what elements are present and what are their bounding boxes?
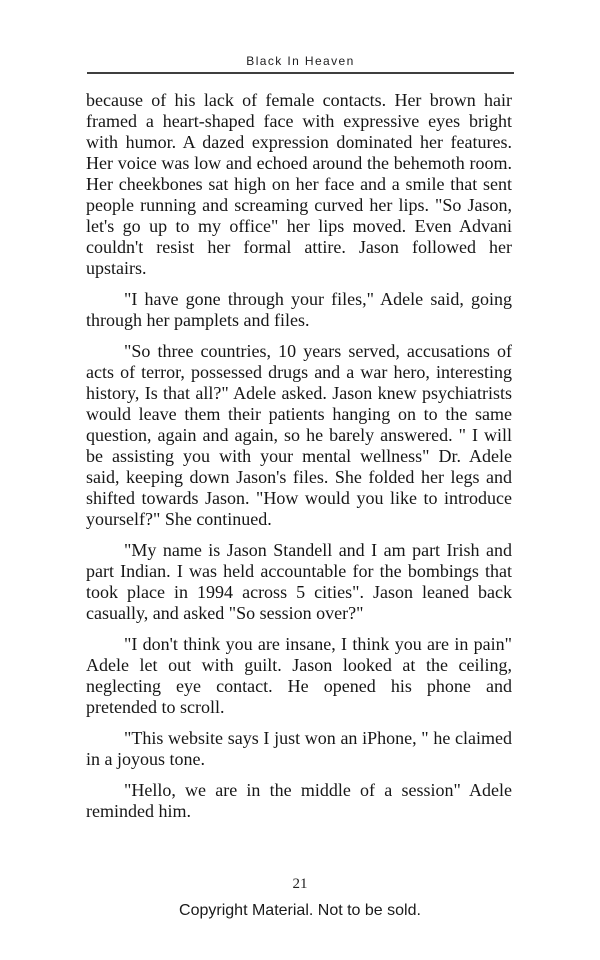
body-paragraph: "Hello, we are in the middle of a session" Adele reminded him. bbox=[86, 780, 512, 821]
body-paragraph: "My name is Jason Standell and I am part Irish and part Indian. I was held accountable for the bombings that took place in 1994 across 5 cities". Jason leaned back casually, and asked "So session over?" bbox=[86, 540, 512, 623]
body-paragraph: "This website says I just won an iPhone, " he claimed in a joyous tone. bbox=[86, 728, 512, 769]
page-body bbox=[86, 90, 512, 832]
body-paragraph: "I have gone through your files," Adele said, going through her pamplets and files. bbox=[86, 289, 512, 330]
body-paragraph: "So three countries, 10 years served, accusations of acts of terror, possessed drugs and a war hero, interesting history, Is that all?" Adele asked. Jason knew psychiatrists would leave them their patients hanging on to the same question, again and again, so he barely answered. " I will be assisting you with your mental wellness" Dr. Adele said, keeping down Jason's files. She folded her legs and shifted towards Jason. "How would you like to introduce yourself?" She continued. bbox=[86, 341, 512, 529]
header-rule bbox=[87, 72, 514, 74]
body-paragraph: because of his lack of female contacts. Her brown hair framed a heart-shaped face with expressive eyes bright with humor. A dazed expression dominated her features. Her voice was low and echoed around the behemoth room. Her cheekbones sat high on her face and a smile that sent people running and screaming curved her lips. "So Jason, let's go up to my office" her lips moved. Even Advani couldn't resist her formal attire. Jason followed her upstairs. bbox=[86, 90, 512, 278]
running-header-title: Black In Heaven bbox=[246, 54, 355, 68]
body-paragraph: "I don't think you are insane, I think you are in pain" Adele let out with guilt. Jason looked at the ceiling, neglecting eye contact. He opened his phone and pretended to scroll. bbox=[86, 634, 512, 717]
page-header bbox=[87, 54, 514, 74]
page-number: 21 bbox=[292, 876, 308, 892]
copyright-notice: Copyright Material. Not to be sold. bbox=[179, 902, 421, 919]
